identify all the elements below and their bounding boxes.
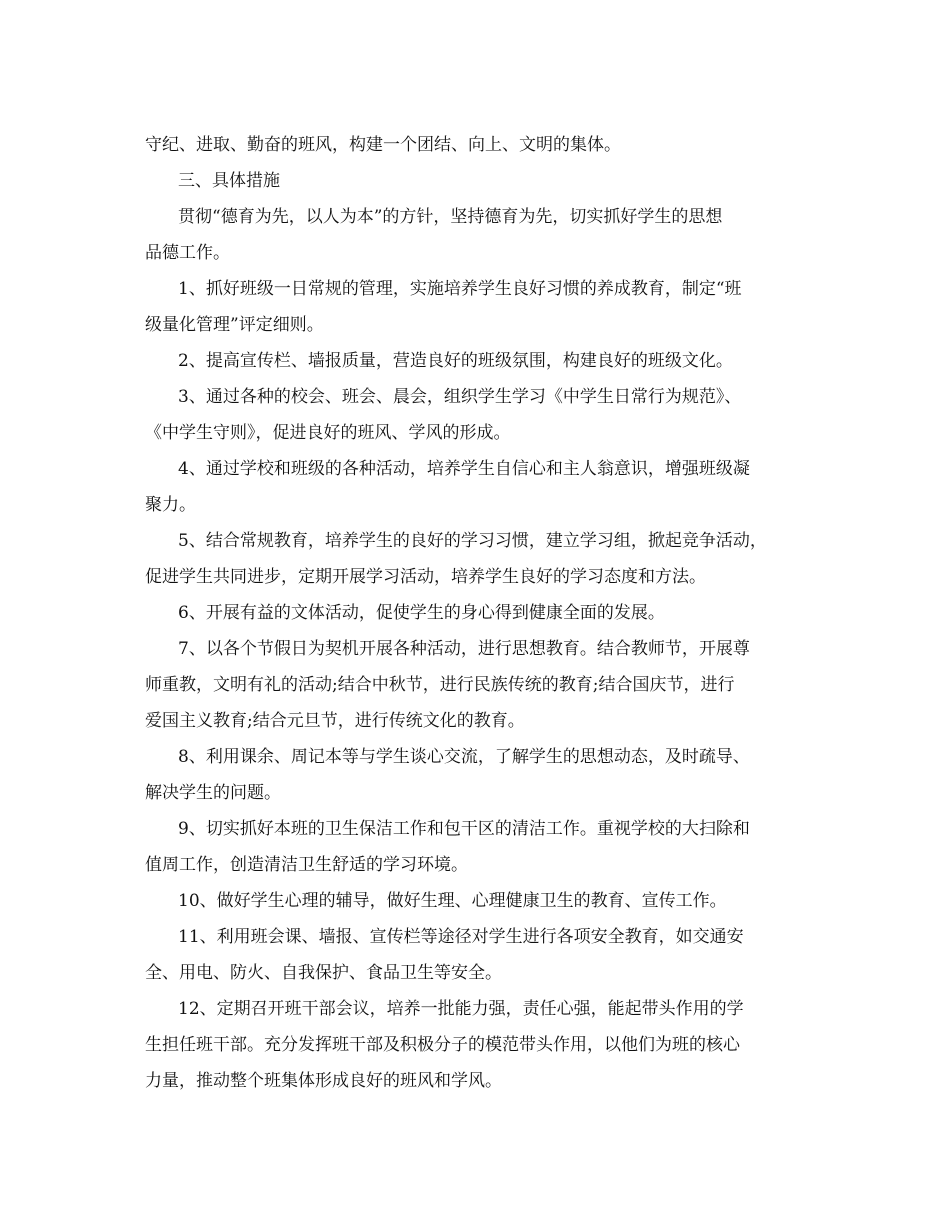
text-line: 贯彻“德育为先，以人为本”的方针，坚持德育为先，切实抓好学生的思想 [178, 207, 723, 227]
text-line: 师重教，文明有礼的活动;结合中秋节，进行民族传统的教育;结合国庆节，进行 [145, 675, 735, 695]
document-body [145, 127, 815, 1099]
text-line: 三、具体措施 [178, 171, 280, 191]
text-line: 级量化管理”评定细则。 [145, 315, 324, 335]
text-line: 8、利用课余、周记本等与学生谈心交流，了解学生的思想动态，及时疏导、 [178, 747, 750, 767]
text-line: 守纪、进取、勤奋的班风，构建一个团结、向上、文明的集体。 [145, 135, 621, 155]
text-line: 全、用电、防火、自我保护、食品卫生等安全。 [145, 963, 502, 983]
text-line: 9、切实抓好本班的卫生保洁工作和包干区的清洁工作。重视学校的大扫除和 [178, 819, 750, 839]
text-line: 生担任班干部。充分发挥班干部及积极分子的模范带头作用，以他们为班的核心 [145, 1035, 740, 1055]
text-line: 2、提高宣传栏、墙报质量，营造良好的班级氛围，构建良好的班级文化。 [178, 351, 733, 371]
text-line: 品德工作。 [145, 243, 230, 263]
text-line: 《中学生守则》，促进良好的班风、学风的形成。 [145, 423, 511, 443]
text-line: 爱国主义教育;结合元旦节，进行传统文化的教育。 [145, 711, 525, 731]
text-line: 解决学生的问题。 [145, 783, 281, 803]
text-line: 11、利用班会课、墙报、宣传栏等途径对学生进行各项安全教育，如交通安 [178, 927, 744, 947]
text-line: 聚力。 [145, 495, 196, 515]
text-line: 7、以各个节假日为契机开展各种活动，进行思想教育。结合教师节，开展尊 [178, 639, 750, 659]
text-line: 12、定期召开班干部会议，培养一批能力强，责任心强，能起带头作用的学 [178, 999, 744, 1019]
text-line: 3、通过各种的校会、班会、晨会，组织学生学习《中学生日常行为规范》、 [178, 387, 742, 407]
text-line: 值周工作，创造清洁卫生舒适的学习环境。 [145, 855, 468, 875]
text-line: 力量，推动整个班集体形成良好的班风和学风。 [145, 1071, 502, 1091]
text-line: 6、开展有益的文体活动，促使学生的身心得到健康全面的发展。 [178, 603, 665, 623]
text-line: 4、通过学校和班级的各种活动，培养学生自信心和主人翁意识，增强班级凝 [178, 459, 750, 479]
text-line: 5、结合常规教育，培养学生的良好的学习习惯，建立学习组，掀起竞争活动， [178, 531, 767, 551]
text-line: 促进学生共同进步，定期开展学习活动，培养学生良好的学习态度和方法。 [145, 567, 706, 587]
text-line: 1、抓好班级一日常规的管理，实施培养学生良好习惯的养成教育，制定“班 [178, 279, 742, 299]
text-line: 10、做好学生心理的辅导，做好生理、心理健康卫生的教育、宣传工作。 [178, 891, 727, 911]
